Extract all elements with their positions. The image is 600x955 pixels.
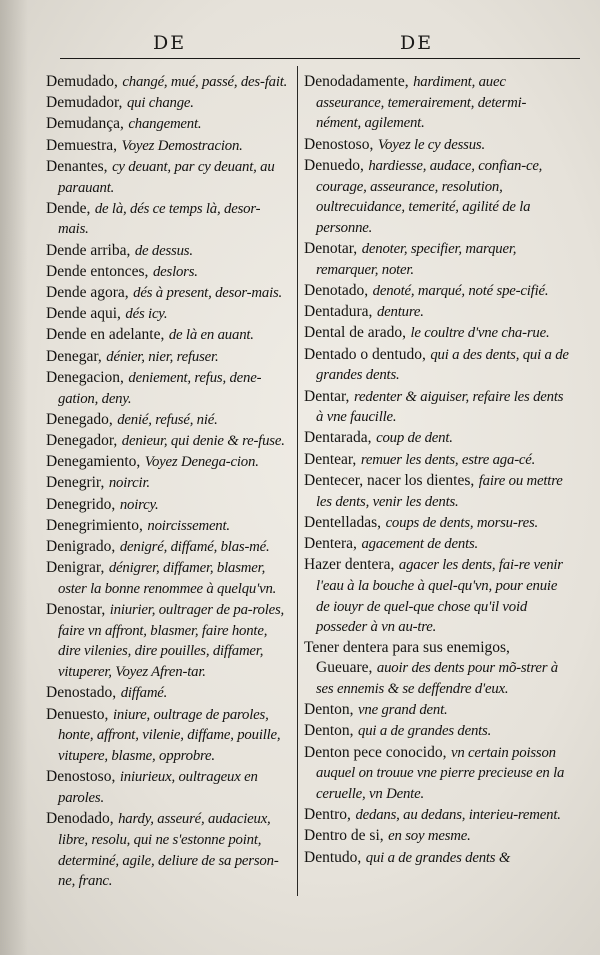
entry-term: Dentera, (304, 534, 357, 552)
entry-definition: coups de dents, morsu-res. (385, 514, 539, 531)
entry-term: Denegar, (46, 347, 102, 365)
dictionary-entry (46, 347, 290, 368)
entry-term: Demudado, (46, 73, 118, 90)
entry-term: Denodadamente, (304, 73, 409, 90)
dictionary-entry (304, 302, 570, 323)
entry-definition: le coultre d'vne cha-rue. (410, 325, 550, 342)
entry-definition: denoter, specifier, marquer, remarquer, noter. (316, 241, 517, 278)
dictionary-entry (304, 805, 570, 826)
entry-term: Dentelladas, (304, 513, 382, 531)
dictionary-entry (304, 156, 570, 239)
entry-definition: denture. (376, 304, 424, 321)
dictionary-entry (46, 262, 290, 283)
entry-term: Demudança, (46, 115, 124, 133)
dictionary-entry (304, 743, 570, 805)
dictionary-entry (304, 135, 570, 156)
entry-definition: Voyez Demostracion. (121, 137, 243, 154)
entry-definition: agacer les dents, fai-re venir l'eau à la bouche à quel-qu'vn, pour enuie de iouyr de quel-que chose qu'il void posseder à vn au-tre. (316, 557, 563, 636)
entry-definition: diffamé. (120, 685, 168, 702)
dictionary-entry (46, 516, 290, 537)
dictionary-entry (304, 239, 570, 280)
entry-definition: hardiesse, audace, confian-ce, courage, asseurance, resolution, oultrecuidance, temerité, agilité de la personne. (316, 157, 543, 236)
dictionary-entry (46, 705, 290, 767)
entry-term: Dentear, (304, 450, 357, 468)
entry-term: Denegrir, (46, 474, 105, 492)
entry-term: Dentro, (304, 806, 351, 824)
dictionary-entry (304, 638, 570, 699)
entry-term: Demuestra, (46, 136, 118, 154)
entry-definition: dénigrer, diffamer, blasmer, oster la bonne renommee à quelqu'vn. (58, 560, 277, 597)
dictionary-entry (304, 450, 570, 471)
entry-definition: deslors. (152, 263, 198, 280)
entry-definition: noircissement. (147, 517, 230, 534)
entry-definition: Voyez le cy dessus. (377, 136, 485, 153)
entry-definition: denié, refusé, nié. (117, 411, 218, 428)
entry-definition: redenter & aiguiser, refaire les dents à vne faucille. (316, 388, 564, 426)
entry-definition: qui a de grandes dents & (365, 849, 511, 866)
entry-term: Dende en adelante, (46, 326, 165, 344)
entry-definition: auoir des dents pour mõ-strer à ses ennemis & se deffendre d'eux. (316, 660, 558, 697)
dictionary-entry (46, 199, 290, 240)
entry-term: Denegado, (46, 410, 113, 428)
dictionary-entry (46, 93, 290, 114)
entry-term: Denodado, (46, 810, 114, 828)
entry-term: Denostado, (46, 684, 117, 702)
entry-term: Dentecer, nacer los dientes, (304, 471, 475, 489)
entry-definition: de là en auant. (168, 327, 254, 344)
dictionary-entry (304, 471, 570, 512)
entry-term: Denegador, (46, 431, 118, 449)
entry-definition: denoté, marqué, noté spe-cifié. (372, 283, 549, 300)
entry-term: Dende arriba, (46, 241, 131, 259)
dictionary-entry (304, 826, 570, 847)
entry-definition: changement. (128, 116, 202, 133)
entry-term: Denton, (304, 701, 354, 719)
entry-definition: agacement de dents. (361, 535, 479, 552)
dictionary-entry (304, 345, 570, 386)
entry-term: Denegamiento, (46, 453, 141, 471)
dictionary-entry (46, 558, 290, 599)
entry-definition: hardy, asseuré, audacieux, libre, resolu, qui ne s'estonne point, determiné, agile, deliure de sa person-ne, franc. (58, 811, 279, 890)
entry-term: Denostar, (46, 601, 106, 619)
entry-definition: denieur, qui denie & re-fuse. (121, 432, 285, 449)
entry-definition: en soy mesme. (388, 828, 471, 845)
dictionary-entry (46, 325, 290, 346)
entry-term: Tener dentera para sus enemigos, Gueuare, (304, 639, 510, 677)
entry-definition: vn certain poisson auquel on trouue vne pierre precieuse en la ceruelle, vn Dente. (316, 744, 565, 802)
dictionary-entry (304, 555, 570, 638)
entry-term: Denigrar, (46, 559, 105, 577)
entry-definition: noircir. (108, 475, 150, 492)
entry-definition: faire ou mettre les dents, venir les dents. (316, 472, 563, 510)
entry-term: Denuesto, (46, 705, 109, 723)
entry-term: Denuedo, (304, 156, 364, 174)
entry-term: Dentudo, (304, 848, 362, 866)
dictionary-entry (304, 700, 570, 721)
dictionary-entry (304, 281, 570, 302)
header-rule (60, 58, 580, 59)
entry-definition: de dessus. (134, 242, 193, 259)
entry-term: Dende agora, (46, 284, 129, 302)
entry-term: Hazer dentera, (304, 556, 395, 574)
right-column (304, 72, 570, 869)
dictionary-entry (46, 157, 290, 198)
entry-term: Denegacion, (46, 368, 124, 386)
entry-definition: iniure, oultrage de paroles, honte, affront, vilenie, diffame, pouille, vitupere, blasme, opprobre. (58, 706, 281, 764)
entry-term: Denostoso, (304, 135, 374, 153)
dictionary-entry (46, 410, 290, 431)
entry-definition: iniurieux, oultrageux en paroles. (58, 769, 258, 806)
entry-term: Denotar, (304, 240, 358, 258)
entry-definition: Voyez Denega-cion. (144, 454, 259, 471)
entry-definition: qui change. (126, 95, 194, 112)
entry-term: Denantes, (46, 157, 108, 175)
entry-term: Dende aqui, (46, 305, 121, 323)
entry-definition: qui a des dents, qui a de grandes dents. (316, 346, 569, 384)
entry-term: Denton pece conocido, (304, 743, 447, 761)
entry-definition: qui a de grandes dents. (358, 723, 492, 740)
entry-term: Denegrimiento, (46, 516, 143, 534)
dictionary-entry (46, 304, 290, 325)
dictionary-entry (46, 452, 290, 473)
entry-term: Dentar, (304, 387, 350, 405)
entry-term: Dende entonces, (46, 262, 149, 280)
dictionary-entry (46, 473, 290, 494)
dictionary-entry (46, 368, 290, 409)
dictionary-entry (304, 534, 570, 555)
dictionary-entry (46, 431, 290, 452)
entry-definition: dés à present, desor-mais. (133, 285, 283, 302)
dictionary-entry (46, 495, 290, 516)
entry-term: Denostoso, (46, 768, 116, 786)
entry-term: Dentarada, (304, 429, 372, 447)
column-divider (297, 66, 298, 896)
dictionary-entry (304, 721, 570, 742)
entry-definition: cy deuant, par cy deuant, au parauant. (58, 158, 275, 196)
dictionary-entry (46, 72, 290, 93)
dictionary-entry (304, 323, 570, 344)
entry-definition: dénier, nier, refuser. (106, 348, 219, 365)
entry-term: Dental de arado, (304, 324, 406, 342)
entry-definition: deniement, refus, dene-gation, deny. (58, 369, 262, 407)
left-column (46, 72, 290, 892)
entry-term: Dende, (46, 199, 91, 217)
entry-definition: vne grand dent. (358, 702, 448, 719)
entry-definition: noircy. (119, 496, 159, 513)
entry-term: Denotado, (304, 282, 369, 300)
entry-definition: dés icy. (125, 306, 168, 323)
dictionary-entry (46, 767, 290, 808)
dictionary-entry (46, 537, 290, 558)
entry-term: Dentadura, (304, 303, 373, 321)
entry-definition: changé, mué, passé, des-fait. (122, 74, 288, 90)
entry-term: Demudador, (46, 94, 123, 112)
entry-definition: denigré, diffamé, blas-mé. (119, 538, 270, 555)
header-left: DE (153, 32, 187, 54)
entry-definition: dedans, au dedans, interieu-rement. (355, 807, 561, 824)
entry-definition: de là, dés ce temps là, desor-mais. (58, 200, 261, 238)
entry-term: Dentro de si, (304, 827, 384, 845)
dictionary-entry (46, 600, 290, 683)
entry-definition: iniurier, oultrager de pa-roles, faire vn affront, blasmer, faire honte, dire vilenies, dire pouilles, diffamer, vituperer, Voyez Afren-tar. (58, 602, 285, 681)
entry-term: Dentado o dentudo, (304, 345, 426, 363)
entry-term: Denton, (304, 722, 354, 740)
entry-term: Denigrado, (46, 537, 116, 555)
running-header (60, 30, 580, 60)
dictionary-entry (304, 72, 570, 134)
dictionary-entry (304, 513, 570, 534)
entry-definition: hardiment, auec asseurance, temerairement, determi-nément, agilement. (316, 74, 527, 132)
entry-definition: coup de dent. (376, 430, 453, 447)
dictionary-entry (46, 114, 290, 135)
dictionary-entry (46, 683, 290, 704)
entry-term: Denegrido, (46, 495, 116, 513)
dictionary-entry (46, 136, 290, 157)
dictionary-entry (304, 848, 570, 869)
dictionary-entry (46, 241, 290, 262)
entry-definition: remuer les dents, estre aga-cé. (360, 451, 536, 468)
dictionary-entry (304, 428, 570, 449)
dictionary-entry (46, 809, 290, 892)
dictionary-entry (46, 283, 290, 304)
dictionary-entry (304, 387, 570, 428)
header-right: DE (400, 32, 434, 54)
